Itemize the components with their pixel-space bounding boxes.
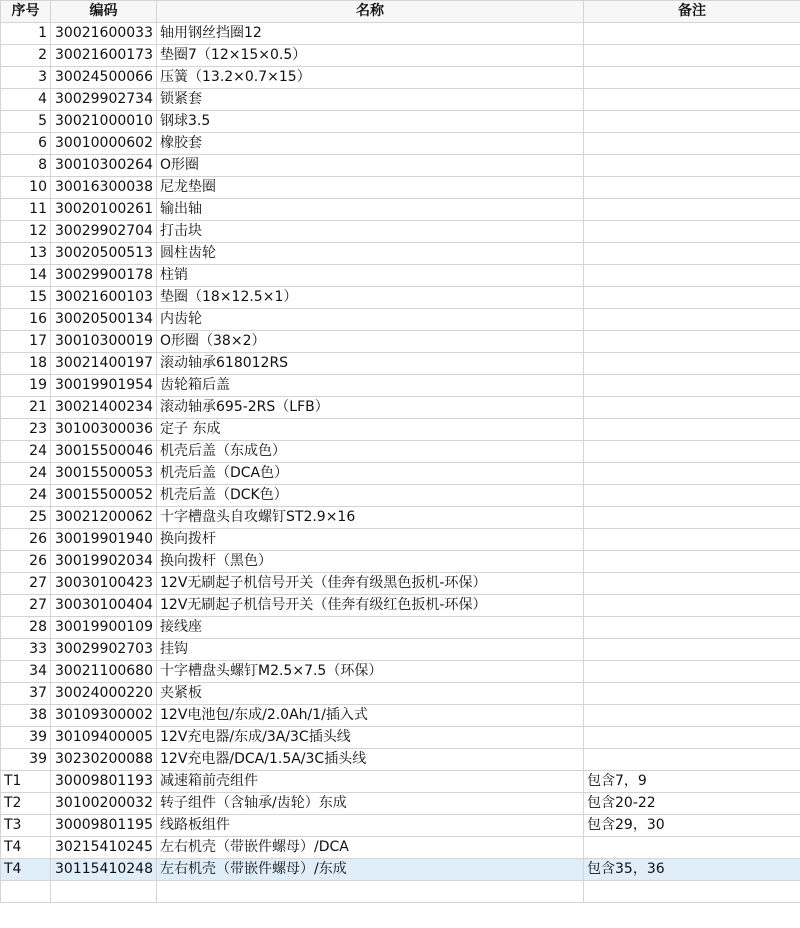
cell-name[interactable]: 转子组件（含轴承/齿轮）东成 [157, 793, 584, 815]
cell-code[interactable]: 30029902734 [51, 89, 157, 111]
cell-note[interactable] [584, 617, 800, 639]
cell-note[interactable] [584, 529, 800, 551]
table-row[interactable] [1, 265, 800, 287]
cell-note[interactable] [584, 331, 800, 353]
cell-seq[interactable]: 15 [1, 287, 51, 309]
cell-name[interactable]: 打击块 [157, 221, 584, 243]
cell-name[interactable]: 十字槽盘头自攻螺钉ST2.9×16 [157, 507, 584, 529]
cell-note[interactable] [584, 265, 800, 287]
cell-seq[interactable]: T4 [1, 837, 51, 859]
cell-seq[interactable]: 4 [1, 89, 51, 111]
cell-name[interactable]: 接线座 [157, 617, 584, 639]
table-row[interactable] [1, 551, 800, 573]
cell-note[interactable] [584, 881, 800, 903]
table-row[interactable] [1, 573, 800, 595]
cell-code[interactable]: 30010300019 [51, 331, 157, 353]
table-row[interactable] [1, 815, 800, 837]
cell-code[interactable]: 30021100680 [51, 661, 157, 683]
cell-code[interactable]: 30019901940 [51, 529, 157, 551]
cell-code[interactable]: 30100300036 [51, 419, 157, 441]
table-row[interactable] [1, 793, 800, 815]
cell-code[interactable]: 30029900178 [51, 265, 157, 287]
table-row[interactable] [1, 881, 800, 903]
table-row[interactable] [1, 463, 800, 485]
cell-name[interactable]: 12V无刷起子机信号开关（佳奔有级红色扳机-环保） [157, 595, 584, 617]
cell-seq[interactable]: 27 [1, 573, 51, 595]
cell-name[interactable]: 换向拨杆（黑色） [157, 551, 584, 573]
cell-seq[interactable]: 24 [1, 463, 51, 485]
cell-code[interactable]: 30021200062 [51, 507, 157, 529]
cell-seq[interactable]: 28 [1, 617, 51, 639]
table-row[interactable] [1, 89, 800, 111]
table-row[interactable] [1, 199, 800, 221]
cell-code[interactable]: 30019901954 [51, 375, 157, 397]
cell-code[interactable]: 30016300038 [51, 177, 157, 199]
cell-seq[interactable]: 25 [1, 507, 51, 529]
cell-note[interactable] [584, 595, 800, 617]
table-row[interactable] [1, 155, 800, 177]
table-row[interactable] [1, 177, 800, 199]
cell-name[interactable]: 机壳后盖（DCK色） [157, 485, 584, 507]
table-row[interactable] [1, 331, 800, 353]
header-note[interactable]: 备注 [584, 1, 800, 23]
cell-note[interactable] [584, 727, 800, 749]
cell-code[interactable]: 30015500053 [51, 463, 157, 485]
cell-code[interactable] [51, 881, 157, 903]
cell-name[interactable]: 线路板组件 [157, 815, 584, 837]
cell-note[interactable] [584, 45, 800, 67]
cell-seq[interactable]: 18 [1, 353, 51, 375]
cell-note[interactable] [584, 463, 800, 485]
table-row[interactable] [1, 133, 800, 155]
table-row[interactable] [1, 639, 800, 661]
cell-name[interactable]: 钢球3.5 [157, 111, 584, 133]
cell-name[interactable]: 轴用钢丝挡圈12 [157, 23, 584, 45]
table-row[interactable] [1, 441, 800, 463]
table-row[interactable] [1, 595, 800, 617]
cell-seq[interactable]: 6 [1, 133, 51, 155]
table-row[interactable] [1, 221, 800, 243]
cell-code[interactable]: 30019900109 [51, 617, 157, 639]
cell-name[interactable]: 12V充电器/东成/3A/3C插头线 [157, 727, 584, 749]
cell-code[interactable]: 30230200088 [51, 749, 157, 771]
cell-seq[interactable]: 2 [1, 45, 51, 67]
table-row[interactable] [1, 45, 800, 67]
table-row[interactable] [1, 661, 800, 683]
cell-note[interactable] [584, 23, 800, 45]
cell-note[interactable] [584, 507, 800, 529]
cell-name[interactable]: 机壳后盖（DCA色） [157, 463, 584, 485]
table-row[interactable] [1, 287, 800, 309]
cell-note[interactable] [584, 221, 800, 243]
cell-name[interactable]: 挂钩 [157, 639, 584, 661]
cell-note[interactable] [584, 177, 800, 199]
table-row[interactable] [1, 23, 800, 45]
table-row[interactable] [1, 111, 800, 133]
cell-code[interactable]: 30109300002 [51, 705, 157, 727]
cell-code[interactable]: 30115410248 [51, 859, 157, 881]
cell-code[interactable]: 30010000602 [51, 133, 157, 155]
cell-code[interactable]: 30010300264 [51, 155, 157, 177]
cell-code[interactable]: 30029902704 [51, 221, 157, 243]
cell-note[interactable] [584, 375, 800, 397]
cell-note[interactable] [584, 441, 800, 463]
cell-name[interactable] [157, 881, 584, 903]
cell-code[interactable]: 30020500513 [51, 243, 157, 265]
cell-note[interactable]: 包含20-22 [584, 793, 800, 815]
cell-note[interactable] [584, 551, 800, 573]
cell-code[interactable]: 30024000220 [51, 683, 157, 705]
table-row[interactable] [1, 683, 800, 705]
cell-name[interactable]: 滚动轴承618012RS [157, 353, 584, 375]
cell-seq[interactable]: T4 [1, 859, 51, 881]
cell-seq[interactable]: 24 [1, 441, 51, 463]
cell-name[interactable]: 内齿轮 [157, 309, 584, 331]
cell-seq[interactable]: 34 [1, 661, 51, 683]
header-name[interactable]: 名称 [157, 1, 584, 23]
cell-code[interactable]: 30024500066 [51, 67, 157, 89]
cell-seq[interactable]: 19 [1, 375, 51, 397]
table-row[interactable] [1, 727, 800, 749]
cell-code[interactable]: 30021600103 [51, 287, 157, 309]
cell-seq[interactable]: 5 [1, 111, 51, 133]
table-row[interactable] [1, 617, 800, 639]
cell-code[interactable]: 30020100261 [51, 199, 157, 221]
cell-seq[interactable]: 8 [1, 155, 51, 177]
cell-name[interactable]: 左右机壳（带嵌件螺母）/DCA [157, 837, 584, 859]
table-row[interactable] [1, 397, 800, 419]
cell-code[interactable]: 30015500046 [51, 441, 157, 463]
table-row[interactable] [1, 419, 800, 441]
cell-seq[interactable]: 39 [1, 727, 51, 749]
cell-name[interactable]: 柱销 [157, 265, 584, 287]
cell-code[interactable]: 30021000010 [51, 111, 157, 133]
cell-name[interactable]: 橡胶套 [157, 133, 584, 155]
cell-seq[interactable]: 26 [1, 529, 51, 551]
cell-name[interactable]: 滚动轴承695-2RS（LFB） [157, 397, 584, 419]
cell-note[interactable] [584, 111, 800, 133]
cell-seq[interactable]: 13 [1, 243, 51, 265]
table-row[interactable] [1, 309, 800, 331]
cell-name[interactable]: O形圈 [157, 155, 584, 177]
cell-name[interactable]: 12V无刷起子机信号开关（佳奔有级黑色扳机-环保） [157, 573, 584, 595]
cell-name[interactable]: 尼龙垫圈 [157, 177, 584, 199]
cell-seq[interactable]: 21 [1, 397, 51, 419]
table-row[interactable] [1, 507, 800, 529]
cell-note[interactable] [584, 661, 800, 683]
table-row[interactable] [1, 705, 800, 727]
cell-seq[interactable]: 23 [1, 419, 51, 441]
cell-seq[interactable]: 39 [1, 749, 51, 771]
cell-code[interactable]: 30021400197 [51, 353, 157, 375]
cell-seq[interactable]: 33 [1, 639, 51, 661]
cell-name[interactable]: O形圈（38×2） [157, 331, 584, 353]
cell-name[interactable]: 齿轮箱后盖 [157, 375, 584, 397]
cell-name[interactable]: 12V电池包/东成/2.0Ah/1/插入式 [157, 705, 584, 727]
cell-seq[interactable]: T2 [1, 793, 51, 815]
cell-note[interactable] [584, 639, 800, 661]
cell-code[interactable]: 30009801193 [51, 771, 157, 793]
cell-name[interactable]: 12V充电器/DCA/1.5A/3C插头线 [157, 749, 584, 771]
cell-code[interactable]: 30015500052 [51, 485, 157, 507]
cell-code[interactable]: 30100200032 [51, 793, 157, 815]
cell-note[interactable] [584, 573, 800, 595]
cell-seq[interactable]: 10 [1, 177, 51, 199]
cell-name[interactable]: 夹紧板 [157, 683, 584, 705]
table-row[interactable] [1, 837, 800, 859]
cell-note[interactable] [584, 243, 800, 265]
cell-code[interactable]: 30021400234 [51, 397, 157, 419]
cell-note[interactable] [584, 397, 800, 419]
cell-name[interactable]: 十字槽盘头螺钉M2.5×7.5（环保） [157, 661, 584, 683]
cell-code[interactable]: 30029902703 [51, 639, 157, 661]
table-row[interactable] [1, 243, 800, 265]
cell-seq[interactable]: 1 [1, 23, 51, 45]
table-row[interactable] [1, 529, 800, 551]
cell-code[interactable]: 30021600033 [51, 23, 157, 45]
header-code[interactable]: 编码 [51, 1, 157, 23]
cell-note[interactable] [584, 419, 800, 441]
cell-note[interactable] [584, 353, 800, 375]
table-body [1, 23, 800, 903]
header-row [1, 1, 800, 23]
cell-code[interactable]: 30009801195 [51, 815, 157, 837]
cell-note[interactable] [584, 199, 800, 221]
cell-note[interactable] [584, 837, 800, 859]
cell-seq[interactable]: 14 [1, 265, 51, 287]
table-row[interactable] [1, 67, 800, 89]
cell-seq[interactable]: 24 [1, 485, 51, 507]
cell-note[interactable] [584, 749, 800, 771]
cell-code[interactable]: 30030100404 [51, 595, 157, 617]
cell-code[interactable]: 30019902034 [51, 551, 157, 573]
cell-name[interactable]: 减速箱前壳组件 [157, 771, 584, 793]
cell-name[interactable]: 输出轴 [157, 199, 584, 221]
header-seq[interactable]: 序号 [1, 1, 51, 23]
cell-note[interactable] [584, 155, 800, 177]
table-row[interactable] [1, 353, 800, 375]
cell-seq[interactable]: 27 [1, 595, 51, 617]
cell-seq[interactable]: 3 [1, 67, 51, 89]
cell-note[interactable] [584, 485, 800, 507]
cell-note[interactable] [584, 287, 800, 309]
cell-seq[interactable]: 11 [1, 199, 51, 221]
table-row[interactable] [1, 749, 800, 771]
cell-seq[interactable]: T1 [1, 771, 51, 793]
cell-note[interactable]: 包含29，30 [584, 815, 800, 837]
cell-name[interactable]: 圆柱齿轮 [157, 243, 584, 265]
cell-code[interactable]: 30109400005 [51, 727, 157, 749]
cell-name[interactable]: 垫圈7（12×15×0.5） [157, 45, 584, 67]
cell-seq[interactable]: 12 [1, 221, 51, 243]
cell-note[interactable]: 包含7，9 [584, 771, 800, 793]
table-row[interactable] [1, 859, 800, 881]
table-row[interactable] [1, 485, 800, 507]
table-row[interactable] [1, 771, 800, 793]
cell-code[interactable]: 30030100423 [51, 573, 157, 595]
cell-note[interactable] [584, 705, 800, 727]
cell-name[interactable]: 垫圈（18×12.5×1） [157, 287, 584, 309]
cell-seq[interactable] [1, 881, 51, 903]
cell-seq[interactable]: 26 [1, 551, 51, 573]
cell-code[interactable]: 30215410245 [51, 837, 157, 859]
cell-note[interactable] [584, 67, 800, 89]
cell-code[interactable]: 30021600173 [51, 45, 157, 67]
cell-name[interactable]: 机壳后盖（东成色） [157, 441, 584, 463]
cell-note[interactable] [584, 133, 800, 155]
cell-note[interactable] [584, 309, 800, 331]
cell-name[interactable]: 锁紧套 [157, 89, 584, 111]
cell-code[interactable]: 30020500134 [51, 309, 157, 331]
cell-note[interactable] [584, 89, 800, 111]
cell-name[interactable]: 压簧（13.2×0.7×15） [157, 67, 584, 89]
cell-seq[interactable]: 16 [1, 309, 51, 331]
cell-seq[interactable]: 38 [1, 705, 51, 727]
cell-seq[interactable]: 17 [1, 331, 51, 353]
cell-note[interactable] [584, 683, 800, 705]
table-row[interactable] [1, 375, 800, 397]
cell-name[interactable]: 定子 东成 [157, 419, 584, 441]
cell-seq[interactable]: T3 [1, 815, 51, 837]
cell-note[interactable]: 包含35，36 [584, 859, 800, 881]
cell-seq[interactable]: 37 [1, 683, 51, 705]
cell-name[interactable]: 左右机壳（带嵌件螺母）/东成 [157, 859, 584, 881]
cell-name[interactable]: 换向拨杆 [157, 529, 584, 551]
